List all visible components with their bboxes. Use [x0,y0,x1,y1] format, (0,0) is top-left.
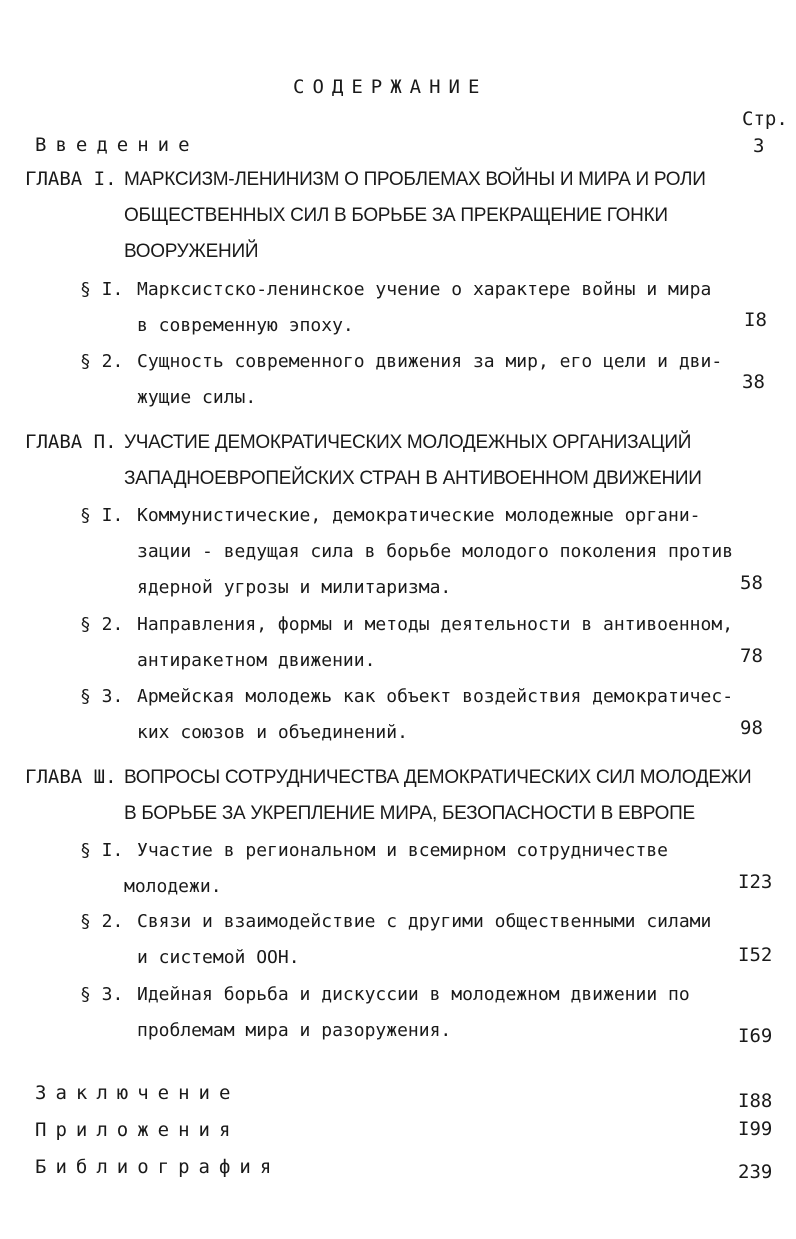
chapter-3-title-line: В БОРЬБЕ ЗА УКРЕПЛЕНИЕ МИРА, БЕЗОПАСНОСТИ В ЕВРОПЕ [124,803,695,824]
section-page: 38 [742,371,765,393]
appendices-label: Приложения [35,1119,240,1141]
section-page: I69 [738,1025,773,1047]
section-line: Марксистско-ленинское учение о характере войны и мира [137,279,712,300]
section-line: антиракетном движении. [137,650,376,671]
conclusion-label: Заключение [35,1082,240,1104]
section-number: § 2. [80,614,124,635]
chapter-2-title-line: УЧАСТИЕ ДЕМОКРАТИЧЕСКИХ МОЛОДЕЖНЫХ ОРГАНИЗАЦИЙ [124,432,692,453]
section-line: жущие силы. [137,387,257,408]
intro-label: Введение [35,134,199,156]
section-line: и системой ООН. [137,947,300,968]
section-number: § I. [80,840,124,861]
bibliography-label: Библиография [35,1156,281,1178]
section-line: в современную эпоху. [137,315,354,336]
chapter-1-title-line: ОБЩЕСТВЕННЫХ СИЛ В БОРЬБЕ ЗА ПРЕКРАЩЕНИЕ ГОНКИ [124,205,668,226]
page-title: СОДЕРЖАНИЕ [293,76,488,98]
chapter-3-heading: ГЛАВА Ш. [25,766,117,788]
section-line: ких союзов и объединений. [137,722,408,743]
section-page: I8 [744,309,767,331]
section-line: Коммунистические, демократические молодежные органи- [137,505,701,526]
section-line: зации - ведущая сила в борьбе молодого поколения против [137,541,734,562]
section-page: 98 [740,717,763,739]
section-page: 78 [740,645,763,667]
section-line: Участие в региональном и всемирном сотрудничестве [137,840,669,861]
appendices-page: I99 [738,1118,773,1140]
chapter-2-title-line: ЗАПАДНОЕВРОПЕЙСКИХ СТРАН В АНТИВОЕННОМ ДВИЖЕНИИ [124,468,702,489]
page-column-label: Стр. [742,108,788,130]
section-line: Армейская молодежь как объект воздействия демократичес- [137,686,734,707]
section-number: § 3. [80,686,124,707]
chapter-1-heading: ГЛАВА I. [25,168,117,190]
section-number: § I. [80,505,124,526]
bibliography-page: 239 [738,1161,773,1183]
section-number: § 2. [80,351,124,372]
section-number: § 2. [80,911,124,932]
section-page: I23 [738,871,773,893]
section-line: Идейная борьба и дискуссии в молодежном движении по [137,984,690,1005]
section-line: ядерной угрозы и милитаризма. [137,577,452,598]
section-line: молодежи. [124,876,222,897]
chapter-3-title-line: ВОПРОСЫ СОТРУДНИЧЕСТВА ДЕМОКРАТИЧЕСКИХ СИЛ МОЛОДЕЖИ [124,767,752,788]
section-line: проблемам мира и разоружения. [137,1020,452,1041]
section-line: Связи и взаимодействие с другими общественными силами [137,911,712,932]
section-number: § I. [80,279,124,300]
chapter-1-title-line: ВООРУЖЕНИЙ [124,241,259,262]
section-page: 58 [740,572,763,594]
conclusion-page: I88 [738,1090,773,1112]
intro-page: 3 [753,135,765,157]
chapter-1-title-line: МАРКСИЗМ-ЛЕНИНИЗМ О ПРОБЛЕМАХ ВОЙНЫ И МИРА И РОЛИ [124,169,706,190]
section-line: Направления, формы и методы деятельности в антивоенном, [137,614,734,635]
chapter-2-heading: ГЛАВА П. [25,431,117,453]
section-number: § 3. [80,984,124,1005]
section-page: I52 [738,944,773,966]
section-line: Сущность современного движения за мир, его цели и дви- [137,351,723,372]
